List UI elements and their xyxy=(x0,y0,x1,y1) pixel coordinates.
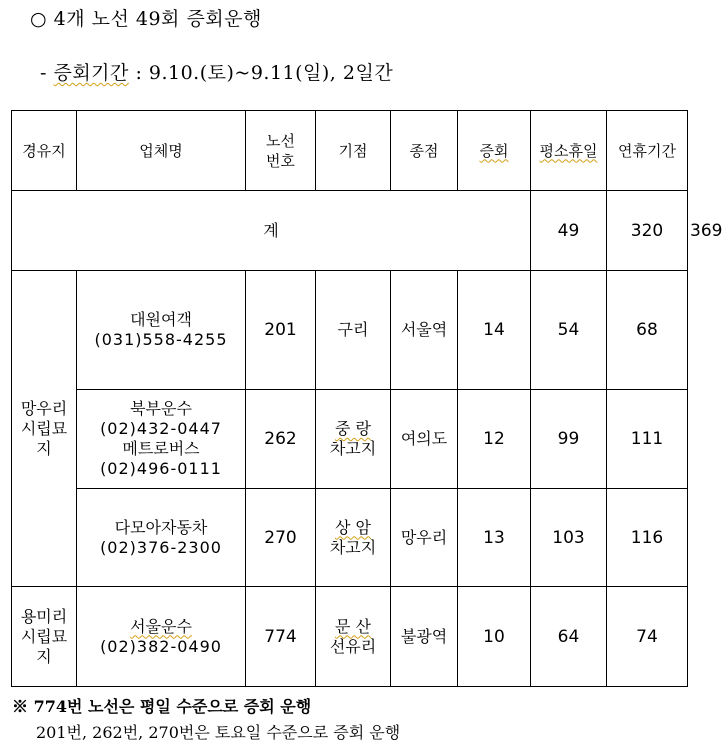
bullet-circle-icon: ○ xyxy=(30,8,48,30)
via-name: 망우리 xyxy=(20,398,68,418)
table-row xyxy=(12,271,688,390)
terminus-cell: 여의도 xyxy=(391,390,458,489)
total-row: 계 49 320 369 xyxy=(12,191,688,271)
header-via: 경유지 xyxy=(12,111,77,191)
origin-type: 선유리 xyxy=(329,636,377,656)
total-weekend: 320 xyxy=(607,191,688,271)
header-route-no xyxy=(246,111,316,191)
terminus-cell: 서울역 xyxy=(391,271,458,390)
note-weekday-level: ※ 774번 노선은 평일 수준으로 증회 운행 xyxy=(12,697,312,716)
origin-type: 차고지 xyxy=(329,439,377,458)
company-cell xyxy=(77,271,246,390)
header-terminus: 종점 xyxy=(391,111,458,191)
header-weekend-text: 평소휴일 xyxy=(539,141,598,160)
table-row xyxy=(12,489,688,587)
weekend-cell: 54 xyxy=(531,271,607,390)
route-number: 262 xyxy=(246,390,316,489)
origin-type: 차고지 xyxy=(329,537,377,557)
origin-name: 문 산 xyxy=(335,616,371,636)
holiday-cell: 111 xyxy=(607,390,688,489)
origin-cell xyxy=(316,390,391,489)
summary-line xyxy=(30,4,262,31)
added-cell: 10 xyxy=(458,587,531,687)
header-row xyxy=(12,111,688,191)
company-phone: (02)382-0490 xyxy=(100,636,222,656)
company-name: 메트로버스 xyxy=(122,439,200,458)
period-line xyxy=(40,58,393,85)
via-type: 시립묘지 xyxy=(20,418,68,458)
company-cell xyxy=(77,489,246,587)
header-holiday: 연휴기간 xyxy=(607,111,688,191)
added-cell: 13 xyxy=(458,489,531,587)
added-cell: 14 xyxy=(458,271,531,390)
period-value: : 9.10.(토)~9.11(일), 2일간 xyxy=(135,62,394,84)
company-phone: (02)376-2300 xyxy=(100,537,222,557)
header-route-no-line1: 노선 xyxy=(266,131,295,150)
header-company: 업체명 xyxy=(77,111,246,191)
period-label: 증회기간 xyxy=(53,62,129,84)
origin-name: 중 랑 xyxy=(335,419,371,438)
holiday-cell: 68 xyxy=(607,271,688,390)
summary-text: 4개 노선 49회 증회운행 xyxy=(53,8,262,30)
via-cell-mangu xyxy=(12,271,77,587)
note-saturday-level: 201번, 262번, 270번은 토요일 수준으로 증회 운행 xyxy=(36,723,401,742)
company-phone: (031)558-4255 xyxy=(94,330,228,349)
company-name: 대원여객 xyxy=(130,310,192,329)
terminus-cell: 불광역 xyxy=(391,587,458,687)
added-cell: 12 xyxy=(458,390,531,489)
table-row xyxy=(12,587,688,687)
holiday-cell: 116 xyxy=(607,489,688,587)
via-cell-yongmi xyxy=(12,587,77,687)
table-row xyxy=(12,390,688,489)
company-cell xyxy=(77,390,246,489)
route-table xyxy=(11,110,722,687)
company-name: 다모아자동차 xyxy=(114,517,208,537)
total-label: 계 xyxy=(12,191,531,271)
route-number: 201 xyxy=(246,271,316,390)
header-origin: 기점 xyxy=(316,111,391,191)
origin-name: 상 암 xyxy=(335,517,371,537)
route-number: 270 xyxy=(246,489,316,587)
company-name: 북부운수 xyxy=(130,399,192,418)
company-cell xyxy=(77,587,246,687)
weekend-cell: 64 xyxy=(531,587,607,687)
via-type: 시립묘지 xyxy=(20,626,68,666)
period-dash: - xyxy=(40,62,47,84)
route-number: 774 xyxy=(246,587,316,687)
total-added: 49 xyxy=(531,191,607,271)
via-name: 용미리 xyxy=(20,606,68,626)
weekend-cell: 99 xyxy=(531,390,607,489)
header-weekend xyxy=(531,111,607,191)
weekend-cell: 103 xyxy=(531,489,607,587)
origin-cell: 구리 xyxy=(316,271,391,390)
header-added xyxy=(458,111,531,191)
holiday-cell: 74 xyxy=(607,587,688,687)
terminus-cell: 망우리 xyxy=(391,489,458,587)
company-name: 서울운수 xyxy=(130,616,192,636)
company-phone: (02)496-0111 xyxy=(100,459,222,478)
company-phone: (02)432-0447 xyxy=(100,419,222,438)
origin-cell xyxy=(316,587,391,687)
header-route-no-line2: 번호 xyxy=(266,151,295,170)
origin-cell xyxy=(316,489,391,587)
header-added-text: 증회 xyxy=(479,141,509,160)
